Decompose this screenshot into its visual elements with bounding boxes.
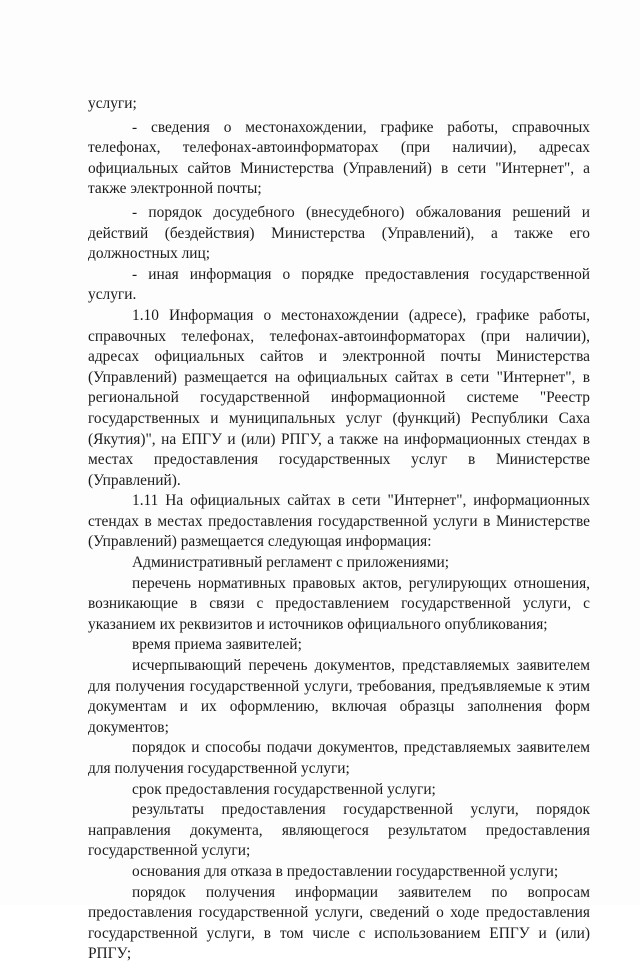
document-body (88, 94, 590, 965)
paragraph-appeal-procedure: - порядок досудебного (внесудебного) обжалования решений и действий (бездействия) Министерства (Управлений), а также его должностных лиц; (88, 203, 590, 263)
list-item-documents-list: исчерпывающий перечень документов, представляемых заявителем для получения государственной услуги, требования, предъявляемые к этим документам и их оформлению, включая образцы заполнения форм документов; (88, 657, 590, 736)
list-item-submission-methods: порядок и способы подачи документов, представляемых заявителем для получения государственной услуги; (88, 739, 590, 777)
list-item-regulation: Административный регламент с приложениями; (132, 554, 450, 572)
paragraph-section-1-11: 1.11 На официальных сайтах в сети "Интернет", информационных стендах в местах предоставления государственной услуги в Министерстве (Управлений) размещается следующая информация: (88, 492, 590, 551)
list-item-legal-acts: перечень нормативных правовых актов, регулирующих отношения, возникающие в связи с предоставлением государственной услуги, с указанием их реквизитов и источников официального опубликования; (88, 574, 590, 633)
list-item-info-procedure: порядок получения информации заявителем по вопросам предоставления государственной услуги, сведений о ходе предоставления государственной услуги, в том числе с использованием ЕПГУ и (или) РПГУ; (88, 883, 590, 963)
list-item-service-results: результаты предоставления государственной услуги, порядок направления документа, являющегося результатом предоставления государственной услуги; (88, 801, 590, 860)
paragraph-continuation: услуги; (88, 95, 137, 112)
paragraph-other-info: - иная информация о порядке предоставления государственной услуги. (88, 265, 590, 304)
paragraph-section-1-10: 1.10 Информация о местонахождении (адресе), графике работы, справочных телефонах, телефонах-автоинформаторах (при наличии), адресах официальных сайтов и электронной почты Министерства (Управлений) размещается на официальных сайтах в сети "Интернет", в региональной государственной информационной системе "Реестр государственных и муниципальных услуг (функций) Республики Саха (Якутия)", на ЕПГУ и (или) РПГУ, а также на информационных стендах в местах предоставления государственных услуг в Министерстве (Управлений). (88, 306, 590, 489)
list-item-refusal-grounds: основания для отказа в предоставлении государственной услуги; (132, 862, 559, 880)
list-item-reception-time: время приема заявителей; (132, 636, 302, 654)
list-item-service-term: срок предоставления государственной услуги; (132, 780, 436, 798)
paragraph-contact-info: - сведения о местонахождении, графике работы, справочных телефонах, телефонах-автоинформаторах (при наличии), адресах официальных сайтов Министерства (Управлений) в сети "Интернет", а также электронной почты; (88, 118, 590, 198)
